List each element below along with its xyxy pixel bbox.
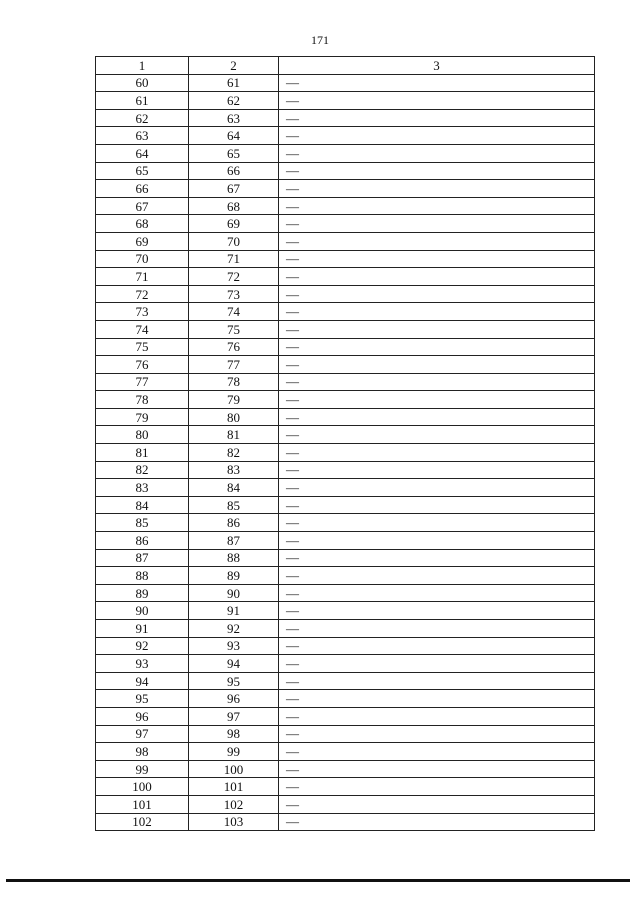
table-cell-col-1: 93 (96, 655, 189, 673)
table-cell-col-1: 73 (96, 303, 189, 321)
table-cell-col-3: — (279, 74, 595, 92)
table-cell-col-2: 81 (189, 426, 279, 444)
table-cell-col-3: — (279, 285, 595, 303)
table-cell-col-2: 85 (189, 496, 279, 514)
data-table (95, 56, 595, 831)
table-cell-col-3: — (279, 813, 595, 831)
table-cell-col-2: 93 (189, 637, 279, 655)
table-cell-col-1: 92 (96, 637, 189, 655)
table-row (96, 444, 595, 462)
table-row (96, 532, 595, 550)
table-cell-col-2: 92 (189, 620, 279, 638)
table-cell-col-1: 83 (96, 479, 189, 497)
table-cell-col-2: 96 (189, 690, 279, 708)
table-row (96, 268, 595, 286)
table-cell-col-3: — (279, 391, 595, 409)
table-cell-col-1: 60 (96, 74, 189, 92)
table-cell-col-3: — (279, 461, 595, 479)
table-row (96, 795, 595, 813)
table-cell-col-1: 78 (96, 391, 189, 409)
table-cell-col-3: — (279, 109, 595, 127)
column-header-2: 2 (189, 57, 279, 75)
table-header-row (96, 57, 595, 75)
table-row (96, 584, 595, 602)
table-row (96, 602, 595, 620)
table-cell-col-1: 68 (96, 215, 189, 233)
table-row (96, 180, 595, 198)
table-cell-col-3: — (279, 197, 595, 215)
table-cell-col-3: — (279, 338, 595, 356)
table-cell-col-1: 88 (96, 567, 189, 585)
table-row (96, 514, 595, 532)
table-cell-col-2: 77 (189, 356, 279, 374)
table-cell-col-2: 94 (189, 655, 279, 673)
table-cell-col-1: 82 (96, 461, 189, 479)
table-cell-col-2: 86 (189, 514, 279, 532)
table-row (96, 760, 595, 778)
table-cell-col-1: 85 (96, 514, 189, 532)
table-cell-col-3: — (279, 655, 595, 673)
table-cell-col-2: 73 (189, 285, 279, 303)
table-cell-col-2: 69 (189, 215, 279, 233)
table-cell-col-1: 80 (96, 426, 189, 444)
table-row (96, 356, 595, 374)
table-row (96, 461, 595, 479)
table-row (96, 690, 595, 708)
table-cell-col-3: — (279, 795, 595, 813)
table-cell-col-2: 78 (189, 373, 279, 391)
table-cell-col-2: 103 (189, 813, 279, 831)
table-cell-col-2: 102 (189, 795, 279, 813)
table-cell-col-1: 65 (96, 162, 189, 180)
table-row (96, 725, 595, 743)
table-cell-col-1: 62 (96, 109, 189, 127)
table-row (96, 479, 595, 497)
table-cell-col-1: 71 (96, 268, 189, 286)
table-cell-col-3: — (279, 127, 595, 145)
table-cell-col-2: 80 (189, 408, 279, 426)
table-row (96, 144, 595, 162)
table-cell-col-1: 99 (96, 760, 189, 778)
table-cell-col-2: 72 (189, 268, 279, 286)
table-row (96, 655, 595, 673)
table-row (96, 567, 595, 585)
table-cell-col-1: 101 (96, 795, 189, 813)
table-cell-col-2: 98 (189, 725, 279, 743)
table-cell-col-2: 70 (189, 232, 279, 250)
table-row (96, 426, 595, 444)
table-row (96, 373, 595, 391)
table-cell-col-3: — (279, 567, 595, 585)
table-cell-col-2: 71 (189, 250, 279, 268)
table-cell-col-2: 68 (189, 197, 279, 215)
table-cell-col-2: 76 (189, 338, 279, 356)
table-cell-col-1: 90 (96, 602, 189, 620)
table-cell-col-2: 67 (189, 180, 279, 198)
table-cell-col-3: — (279, 408, 595, 426)
table-row (96, 707, 595, 725)
table-cell-col-1: 87 (96, 549, 189, 567)
table-cell-col-3: — (279, 602, 595, 620)
table-cell-col-2: 91 (189, 602, 279, 620)
table-cell-col-2: 90 (189, 584, 279, 602)
table-cell-col-2: 97 (189, 707, 279, 725)
table-cell-col-2: 66 (189, 162, 279, 180)
table-row (96, 127, 595, 145)
table-cell-col-1: 95 (96, 690, 189, 708)
table-cell-col-1: 75 (96, 338, 189, 356)
table-cell-col-3: — (279, 92, 595, 110)
table-row (96, 391, 595, 409)
table-cell-col-2: 79 (189, 391, 279, 409)
table-cell-col-3: — (279, 373, 595, 391)
table-row (96, 496, 595, 514)
table-row (96, 232, 595, 250)
table-cell-col-3: — (279, 320, 595, 338)
table-cell-col-3: — (279, 232, 595, 250)
table-cell-col-1: 96 (96, 707, 189, 725)
table-cell-col-2: 100 (189, 760, 279, 778)
table-cell-col-3: — (279, 672, 595, 690)
table-row (96, 92, 595, 110)
table-cell-col-3: — (279, 637, 595, 655)
table-cell-col-3: — (279, 620, 595, 638)
table-cell-col-3: — (279, 725, 595, 743)
table-cell-col-2: 95 (189, 672, 279, 690)
table-cell-col-1: 91 (96, 620, 189, 638)
table-cell-col-3: — (279, 144, 595, 162)
table-row (96, 813, 595, 831)
table-row (96, 408, 595, 426)
page-number: 171 (311, 33, 329, 47)
table-cell-col-1: 69 (96, 232, 189, 250)
table-cell-col-3: — (279, 250, 595, 268)
table-cell-col-1: 74 (96, 320, 189, 338)
table-cell-col-3: — (279, 426, 595, 444)
column-header-3: 3 (279, 57, 595, 75)
table-cell-col-3: — (279, 707, 595, 725)
table-cell-col-3: — (279, 496, 595, 514)
table-cell-col-2: 87 (189, 532, 279, 550)
table-cell-col-1: 100 (96, 778, 189, 796)
table-cell-col-3: — (279, 584, 595, 602)
bottom-rule (6, 879, 630, 882)
table-cell-col-2: 62 (189, 92, 279, 110)
table-cell-col-2: 84 (189, 479, 279, 497)
table-cell-col-3: — (279, 690, 595, 708)
table-cell-col-2: 64 (189, 127, 279, 145)
table-cell-col-3: — (279, 356, 595, 374)
table-cell-col-3: — (279, 778, 595, 796)
column-header-1: 1 (96, 57, 189, 75)
table-cell-col-3: — (279, 303, 595, 321)
table-row (96, 620, 595, 638)
table-cell-col-3: — (279, 760, 595, 778)
table-cell-col-2: 82 (189, 444, 279, 462)
table-cell-col-1: 61 (96, 92, 189, 110)
table-cell-col-1: 63 (96, 127, 189, 145)
table-cell-col-1: 97 (96, 725, 189, 743)
table-cell-col-3: — (279, 532, 595, 550)
table-cell-col-1: 76 (96, 356, 189, 374)
table-cell-col-1: 67 (96, 197, 189, 215)
table-cell-col-1: 72 (96, 285, 189, 303)
table-cell-col-2: 83 (189, 461, 279, 479)
table-cell-col-3: — (279, 549, 595, 567)
table-cell-col-1: 102 (96, 813, 189, 831)
table-cell-col-3: — (279, 444, 595, 462)
table-cell-col-1: 89 (96, 584, 189, 602)
table-row (96, 162, 595, 180)
table-cell-col-3: — (279, 514, 595, 532)
table-row (96, 74, 595, 92)
table-row (96, 549, 595, 567)
table-row (96, 743, 595, 761)
table-cell-col-1: 64 (96, 144, 189, 162)
table-cell-col-2: 101 (189, 778, 279, 796)
table-cell-col-1: 77 (96, 373, 189, 391)
table-cell-col-1: 94 (96, 672, 189, 690)
table-cell-col-2: 75 (189, 320, 279, 338)
table-cell-col-3: — (279, 180, 595, 198)
table-row (96, 285, 595, 303)
table-row (96, 109, 595, 127)
table-cell-col-2: 63 (189, 109, 279, 127)
table-cell-col-3: — (279, 215, 595, 233)
table-cell-col-2: 88 (189, 549, 279, 567)
table-cell-col-2: 61 (189, 74, 279, 92)
table-row (96, 303, 595, 321)
table-cell-col-1: 86 (96, 532, 189, 550)
table-cell-col-1: 66 (96, 180, 189, 198)
table-cell-col-1: 79 (96, 408, 189, 426)
table-cell-col-1: 81 (96, 444, 189, 462)
table-row (96, 637, 595, 655)
table-row (96, 338, 595, 356)
table-cell-col-2: 65 (189, 144, 279, 162)
table-cell-col-3: — (279, 162, 595, 180)
table-body (96, 74, 595, 831)
table-cell-col-1: 84 (96, 496, 189, 514)
table-row (96, 672, 595, 690)
table-row (96, 320, 595, 338)
table-row (96, 215, 595, 233)
table-cell-col-3: — (279, 268, 595, 286)
table-cell-col-3: — (279, 743, 595, 761)
table-cell-col-2: 89 (189, 567, 279, 585)
table-row (96, 778, 595, 796)
table-row (96, 197, 595, 215)
table-cell-col-3: — (279, 479, 595, 497)
table-cell-col-2: 99 (189, 743, 279, 761)
table-cell-col-1: 70 (96, 250, 189, 268)
table-cell-col-1: 98 (96, 743, 189, 761)
table-cell-col-2: 74 (189, 303, 279, 321)
table-row (96, 250, 595, 268)
